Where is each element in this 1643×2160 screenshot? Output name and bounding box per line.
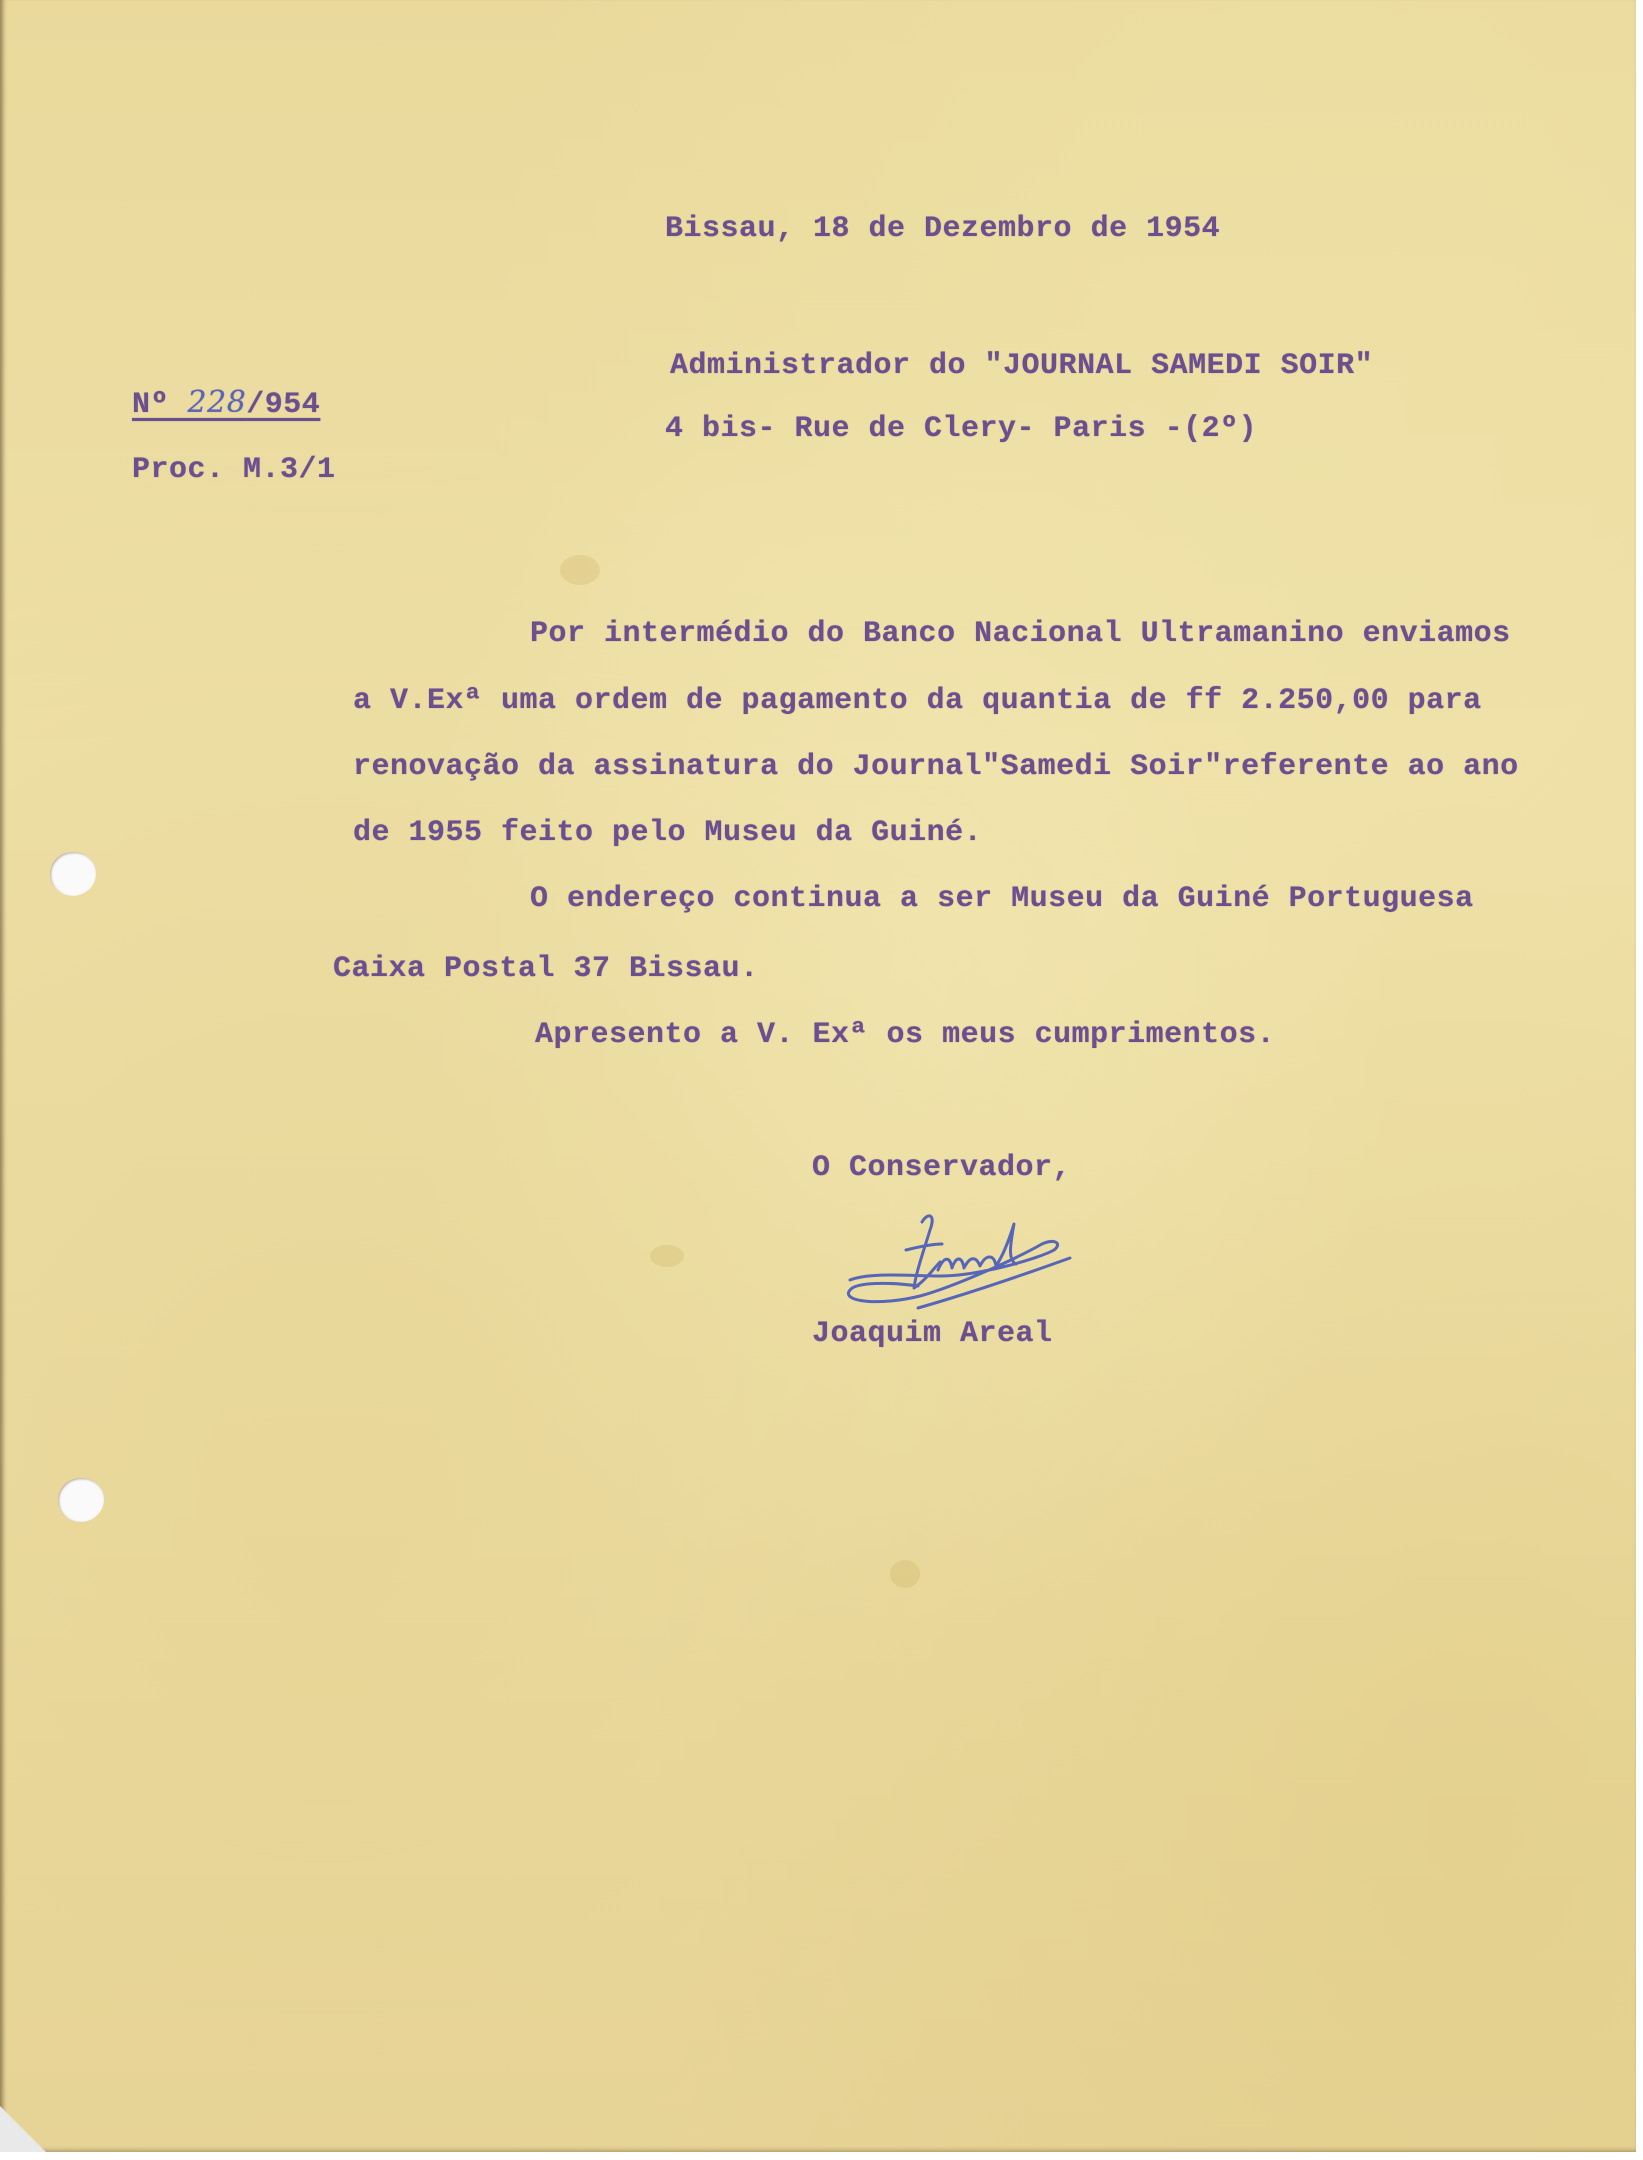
body-line-7: Apresento a V. Exª os meus cumprimentos.: [535, 1018, 1276, 1052]
punch-hole: [58, 1478, 104, 1522]
signature-icon: [830, 1210, 1100, 1320]
recipient-line-1: Administrador do "JOURNAL SAMEDI SOIR": [670, 349, 1374, 383]
paper-stain: [650, 1245, 684, 1267]
closing-title: O Conservador,: [812, 1151, 1072, 1185]
place-date: Bissau, 18 de Dezembro de 1954: [665, 212, 1221, 246]
reference-prefix: Nº: [132, 388, 188, 422]
body-line-4: de 1955 feito pelo Museu da Guiné.: [353, 816, 983, 850]
paper-stain: [560, 555, 600, 585]
reference-handwritten-number: 228: [187, 385, 247, 420]
recipient-line-2: 4 bis- Rue de Clery- Paris -(2º): [665, 412, 1258, 446]
body-line-1: Por intermédio do Banco Nacional Ultramanino enviamos: [530, 617, 1511, 651]
body-line-3: renovação da assinatura do Journal"Samedi Soir"referente ao ano: [353, 750, 1519, 784]
folded-corner: [0, 2106, 46, 2152]
process-number: Proc. M.3/1: [132, 453, 336, 487]
signatory-name: Joaquim Areal: [812, 1317, 1053, 1351]
reference-number: [132, 385, 320, 422]
paper-stain: [890, 1560, 920, 1588]
body-line-5: O endereço continua a ser Museu da Guiné Portuguesa: [530, 882, 1474, 916]
punch-hole: [50, 852, 96, 896]
body-line-6: Caixa Postal 37 Bissau.: [333, 952, 759, 986]
body-line-2: a V.Exª uma ordem de pagamento da quantia de ff 2.250,00 para: [353, 684, 1482, 718]
reference-suffix: /954: [246, 388, 321, 422]
